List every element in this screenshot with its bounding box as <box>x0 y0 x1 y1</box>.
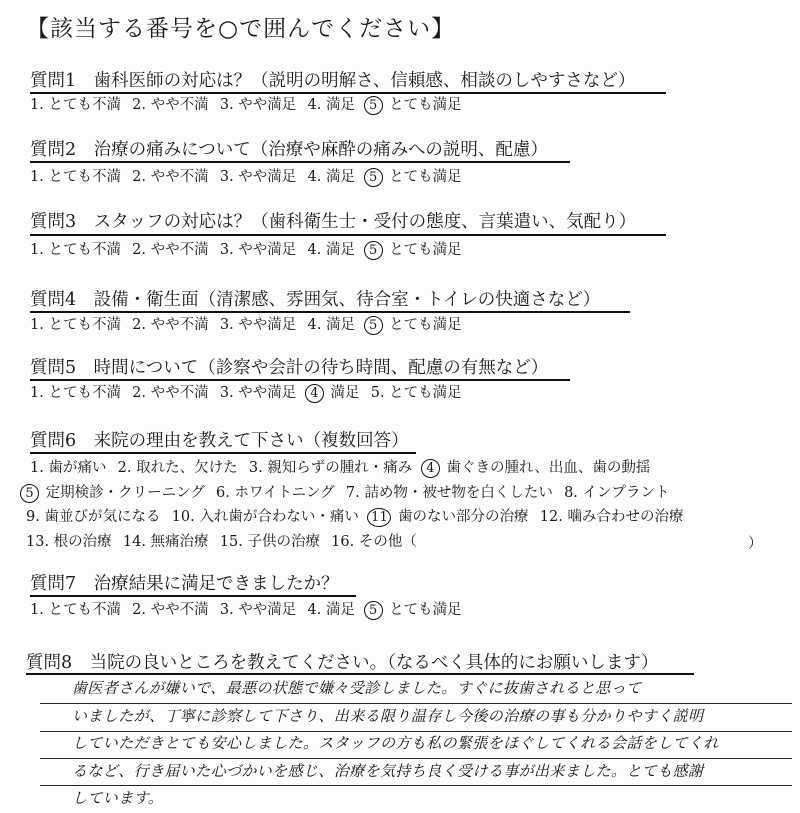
question-7-underline <box>30 595 356 597</box>
option-4[interactable]: 4. 満足 <box>307 97 355 113</box>
option-4[interactable]: 4. 満足 <box>307 317 355 333</box>
option-5-circled[interactable]: 5 <box>364 96 383 115</box>
question-3-options <box>30 238 464 260</box>
reason-4-label: 歯ぐきの腫れ、出血、歯の動揺 <box>446 460 651 476</box>
reason-1[interactable]: 1. 歯が痛い <box>30 460 107 476</box>
answer-line-3: していただきとても安心しました。スタッフの方も私の緊張をほぐしてくれる会話をしてくれ <box>72 734 719 752</box>
question-6-row-4 <box>26 530 419 551</box>
answer-line-5: しています。 <box>72 789 164 807</box>
option-2[interactable]: 2. やや不満 <box>132 317 209 333</box>
reason-15[interactable]: 15. 子供の治療 <box>219 534 320 550</box>
question-4-options <box>30 313 464 335</box>
option-1[interactable]: 1. とても不満 <box>30 169 121 185</box>
option-4-circled[interactable]: 4 <box>305 384 324 403</box>
answer-line-2: いましたが、丁寧に診察して下さり、出来る限り温存し今後の治療の事も分かりやすく説明 <box>72 707 704 725</box>
question-8-underline <box>26 673 694 675</box>
option-1[interactable]: 1. とても不満 <box>30 317 121 333</box>
option-5-circled[interactable]: 5 <box>364 168 383 187</box>
question-6-underline <box>30 452 416 454</box>
option-5-label: とても満足 <box>389 317 462 333</box>
option-5-label: とても満足 <box>389 169 462 185</box>
option-5-circled[interactable]: 5 <box>364 601 383 620</box>
question-1-options <box>30 93 464 115</box>
option-4[interactable]: 4. 満足 <box>307 242 355 258</box>
option-4[interactable]: 4. 満足 <box>307 169 355 185</box>
answer-line-1: 歯医者さんが嫌いで、最悪の状態で嫌々受診しました。すぐに抜歯されると思って <box>72 679 642 697</box>
reason-3[interactable]: 3. 親知らずの腫れ・痛み <box>248 460 413 476</box>
question-7-options <box>30 598 464 620</box>
option-3[interactable]: 3. やや満足 <box>219 602 297 618</box>
reason-11-label: 歯のない部分の治療 <box>398 509 529 525</box>
question-2-title: 質問2 治療の痛みについて（治療や麻酔の痛みへの説明、配慮） <box>30 140 548 160</box>
page-header: 【該当する番号を○で囲んでください】 <box>26 16 456 42</box>
question-5-title: 質問5 時間について（診察や会計の待ち時間、配慮の有無など） <box>30 358 549 378</box>
reason-8[interactable]: 8. インプラント <box>564 485 670 501</box>
question-2-underline <box>30 161 570 163</box>
option-3[interactable]: 3. やや満足 <box>219 242 297 258</box>
option-5-label: とても満足 <box>389 602 462 618</box>
question-6-title: 質問6 来院の理由を教えて下さい（複数回答） <box>30 431 409 451</box>
option-2[interactable]: 2. やや不満 <box>132 169 209 185</box>
option-2[interactable]: 2. やや不満 <box>132 97 209 113</box>
reason-13[interactable]: 13. 根の治療 <box>26 534 112 550</box>
reason-12[interactable]: 12. 噛み合わせの治療 <box>539 509 684 525</box>
option-2[interactable]: 2. やや不満 <box>132 242 209 258</box>
question-1-title: 質問1 歯科医師の対応は？（説明の明解さ、信頼感、相談のしやすさなど） <box>30 71 636 91</box>
option-3[interactable]: 3. やや満足 <box>219 97 297 113</box>
option-1[interactable]: 1. とても不満 <box>30 242 121 258</box>
reason-10[interactable]: 10. 入れ歯が合わない・痛い <box>171 509 359 525</box>
question-5-options <box>30 381 464 403</box>
question-6-row-1 <box>30 456 652 478</box>
question-2-options <box>30 165 464 187</box>
option-4-label: 満足 <box>330 385 360 401</box>
reason-2[interactable]: 2. 取れた、欠けた <box>117 460 238 476</box>
option-2[interactable]: 2. やや不満 <box>132 602 209 618</box>
question-3-underline <box>30 234 666 236</box>
question-6-row-3 <box>26 505 685 527</box>
reason-5-label: 定期検診・クリーニング <box>45 485 205 501</box>
question-6-row-2 <box>18 481 672 503</box>
reason-14[interactable]: 14. 無痛治療 <box>122 534 209 550</box>
option-4[interactable]: 4. 満足 <box>307 602 355 618</box>
option-1[interactable]: 1. とても不満 <box>30 602 121 618</box>
option-5-label: とても満足 <box>389 242 462 258</box>
reason-6[interactable]: 6. ホワイトニング <box>216 485 335 501</box>
question-4-title: 質問4 設備・衛生面（清潔感、雰囲気、待合室・トイレの快適さなど） <box>30 290 601 310</box>
question-3-title: 質問3 スタッフの対応は？（歯科衛生士・受付の態度、言葉遣い、気配り） <box>30 212 637 232</box>
reason-4-circled[interactable]: 4 <box>421 459 440 478</box>
option-3[interactable]: 3. やや満足 <box>219 169 297 185</box>
option-5[interactable]: 5. とても満足 <box>370 385 462 401</box>
option-3[interactable]: 3. やや満足 <box>219 317 297 333</box>
other-close-paren: ） <box>748 536 763 552</box>
question-8-title: 質問8 当院の良いところを教えてください。（なるべく具体的にお願いします） <box>26 653 659 673</box>
option-5-label: とても満足 <box>389 97 462 113</box>
option-5-circled[interactable]: 5 <box>364 241 383 260</box>
option-1[interactable]: 1. とても不満 <box>30 385 121 401</box>
option-3[interactable]: 3. やや満足 <box>219 385 297 401</box>
option-2[interactable]: 2. やや不満 <box>132 385 209 401</box>
reason-9[interactable]: 9. 歯並びが気になる <box>26 509 161 525</box>
reason-16[interactable]: 16. その他（ <box>331 534 417 550</box>
answer-line-4: るなど、行き届いた心づかいを感じ、治療を気持ち良く受ける事が出来ました。とても感謝 <box>72 762 704 780</box>
option-5-circled[interactable]: 5 <box>364 316 383 335</box>
reason-11-circled[interactable]: 11 <box>367 508 391 527</box>
question-7-title: 質問7 治療結果に満足できましたか？ <box>30 574 339 594</box>
option-1[interactable]: 1. とても不満 <box>30 97 121 113</box>
reason-7[interactable]: 7. 詰め物・被せ物を白くしたい <box>345 485 553 501</box>
reason-5-circled[interactable]: 5 <box>20 484 39 503</box>
